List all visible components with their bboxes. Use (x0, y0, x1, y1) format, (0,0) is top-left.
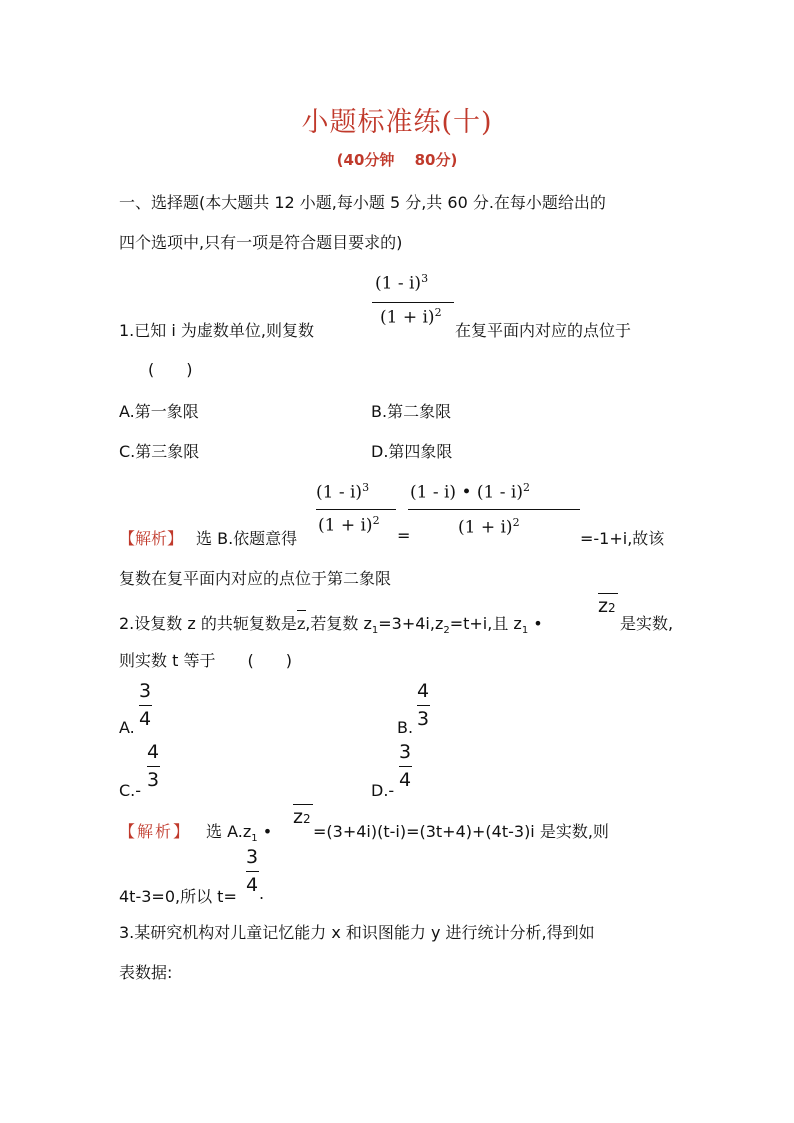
q2-option-a-den: 4 (139, 708, 152, 730)
q2-solution-text-b: =(3+4i)(t-i)=(3t+4)+(4t-3)i 是实数,则 (313, 822, 609, 841)
q2-stem: 2.设复数 z 的共轭复数是 z,若复数 $z_1=3+4i,z_2=t+i$,且 $z_1$ • (119, 611, 543, 636)
section-intro-line1: 一、选择题(本大题共 12 小题,每小题 5 分,共 60 分.在每小题给出的 (119, 193, 606, 212)
section-intro-line2: 四个选项中,只有一项是符合题目要求的) (119, 233, 403, 252)
q2-option-c-bar (147, 766, 160, 767)
q1-option-d[interactable]: D.第四象限 (371, 442, 453, 461)
q1-solution-text-after: =-1+i,故该 (580, 529, 665, 548)
q2-option-d-bar (399, 766, 412, 767)
q2-stem-line2: 则实数 t 等于 ( ) (119, 651, 292, 670)
q1-solution-frac1-denominator: $(1 + i)^2$ (318, 514, 380, 536)
q1-option-b[interactable]: B.第二象限 (371, 402, 452, 421)
q1-solution-frac2-numerator: (1 - i) • (1 - i)$^2$ (410, 481, 530, 503)
q2-option-b-den: 3 (417, 708, 430, 730)
q2-solution-z2-conjugate: z2 (293, 804, 313, 828)
q3-stem-line2: 表数据: (119, 963, 173, 982)
q1-solution-eq: = (397, 526, 411, 545)
q2-solution-frac-bar (246, 871, 259, 872)
q2-option-b-bar (417, 705, 430, 706)
q2-option-a[interactable]: A. (119, 718, 135, 737)
q2-option-d-den: 4 (399, 769, 412, 791)
q1-fraction-bar (372, 302, 454, 303)
q2-option-d[interactable]: D.- (371, 781, 395, 800)
page-subtitle: (40分钟 80分) (336, 151, 458, 169)
q1-answer-blank: ( ) (148, 360, 193, 379)
q1-solution-line2: 复数在复平面内对应的点位于第二象限 (119, 569, 392, 588)
q2-option-a-num: 3 (139, 680, 152, 702)
q1-stem-before: 1.已知 i 为虚数单位,则复数 (119, 321, 314, 340)
q1-solution-frac1-numerator: (1 - i)$^3$ (316, 481, 370, 503)
q1-solution-frac1-bar (316, 509, 396, 510)
q3-stem-line1: 3.某研究机构对儿童记忆能力 x 和识图能力 y 进行统计分析,得到如 (119, 923, 595, 942)
q2-z2-conjugate: z2 (598, 593, 618, 617)
q1-option-a[interactable]: A.第一象限 (119, 402, 199, 421)
q2-option-b[interactable]: B. (397, 718, 414, 737)
page-title: 小题标准练(十) (301, 107, 493, 138)
q2-solution-frac-num: 3 (246, 846, 259, 868)
q1-option-c[interactable]: C.第三象限 (119, 442, 200, 461)
q2-option-a-bar (139, 705, 152, 706)
q2-option-c-num: 4 (147, 741, 160, 763)
q2-option-c[interactable]: C.- (119, 781, 142, 800)
q2-option-c-den: 3 (147, 769, 160, 791)
q1-fraction-numerator: (1 - i)$^3$ (375, 272, 429, 294)
q2-solution-frac-den: 4 (246, 874, 259, 896)
q1-stem-after: 在复平面内对应的点位于 (455, 321, 632, 340)
q2-option-d-num: 3 (399, 741, 412, 763)
q2-solution-line2: 4t-3=0,所以 t= (119, 887, 237, 906)
q2-option-b-num: 4 (417, 680, 430, 702)
q1-solution-frac2-bar (408, 509, 580, 510)
q1-solution-text: 选 B.依题意得 (196, 529, 298, 548)
q2-solution-line2-end: . (259, 884, 265, 903)
q2-stem-end: 是实数, (620, 614, 674, 633)
q2-solution-tag: 【解析】 (119, 822, 192, 841)
q1-solution-tag: 【解析】 (119, 529, 184, 548)
q1-fraction-denominator: $(1 + i)^2$ (380, 306, 442, 328)
q1-solution-frac2-denominator: $(1 + i)^2$ (458, 516, 520, 538)
q2-solution-text: 选 $A.z_1$ • (206, 822, 273, 845)
